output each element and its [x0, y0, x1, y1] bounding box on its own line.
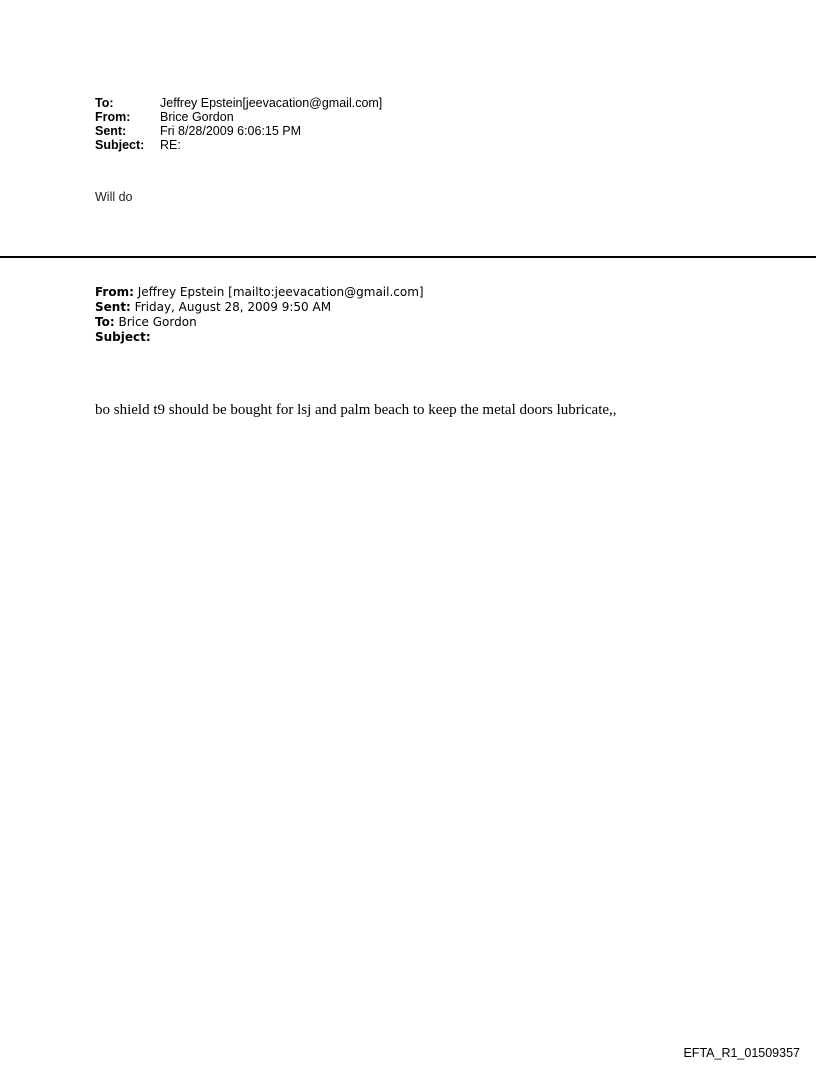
sent-label: Sent: [95, 124, 127, 138]
subject-value: RE: [160, 138, 181, 152]
sent-value: Fri 8/28/2009 6:06:15 PM [160, 124, 302, 138]
reply-to-row [95, 96, 382, 110]
from-label: From: [95, 110, 131, 124]
original-subject-row [95, 330, 424, 345]
original-sent-label: Sent: [95, 300, 131, 314]
to-label: To: [95, 96, 114, 110]
original-sent-row [95, 300, 424, 315]
reply-header [95, 96, 382, 152]
original-from-value: Jeffrey Epstein [mailto:jeevacation@gmail.com] [133, 285, 424, 299]
original-subject-label: Subject: [95, 330, 151, 344]
reply-subject-row [95, 138, 382, 152]
to-value: Jeffrey Epstein[jeevacation@gmail.com] [160, 96, 383, 110]
from-value: Brice Gordon [160, 110, 234, 124]
original-body: bo shield t9 should be bought for lsj and palm beach to keep the metal doors lubricate,, [95, 402, 617, 418]
original-header [95, 285, 424, 345]
reply-sent-row [95, 124, 382, 138]
subject-label: Subject: [95, 138, 145, 152]
original-sent-value: Friday, August 28, 2009 9:50 AM [130, 300, 332, 314]
original-from-row [95, 285, 424, 300]
divider-line [0, 256, 816, 258]
reply-body: Will do [95, 190, 133, 204]
original-to-label: To: [95, 315, 115, 329]
reply-from-row [95, 110, 382, 124]
original-to-value: Brice Gordon [114, 315, 197, 329]
document-id: EFTA_R1_01509357 [683, 1046, 800, 1060]
original-from-label: From: [95, 285, 134, 299]
original-to-row [95, 315, 424, 330]
